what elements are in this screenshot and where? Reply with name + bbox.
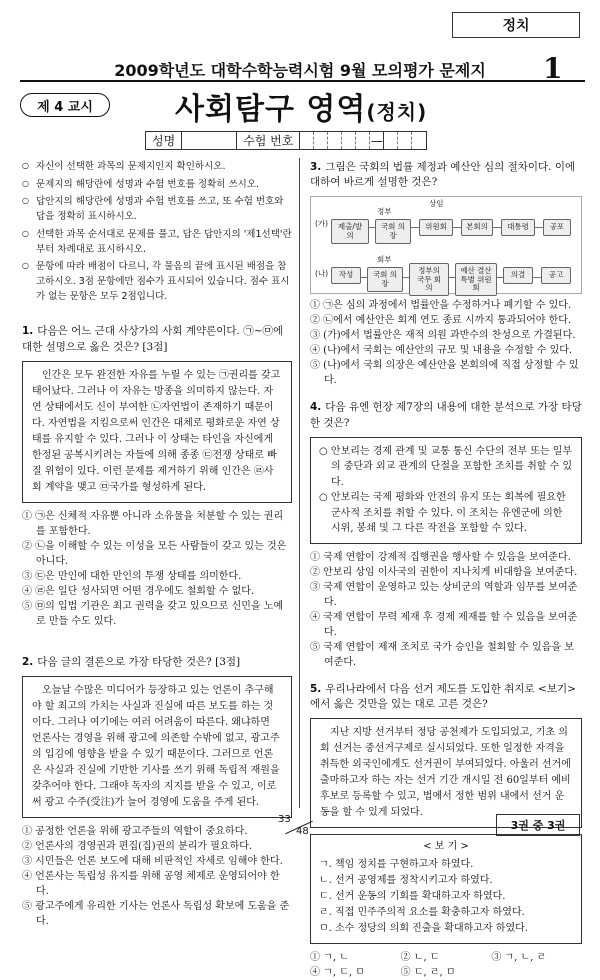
footer-page-indicator [274,814,324,844]
question-text: 다음 유엔 헌장 제7장의 내용에 대한 분석으로 가장 타당한 것은? [310,401,582,429]
question-passage: 오늘날 수많은 미디어가 등장하고 있는 언론이 추구해야 할 최고의 가치는 사실과 진실에 따른 보도를 하는 것이다. 그러나 여기에는 여러 어려움이 따른다. 왜냐하면 언론사는 경영을 위해 광고에 의존할 수밖에 없고, 광고주의 입김에 영향을 받을 수 있기 때문이다. 그러므로 언론은 사실과 진실에 기반한 기사를 쓰기 위해 독립적 재원을 갖추어야 한다. 그래야 독자의 지지를 받을 수 있고, 이로써 광고 수주(受注)가 늘어 경영에 도움을 주게 된다. [22,676,292,818]
answer-option[interactable]: ① 공정한 언론을 위해 광고주들의 역할이 중요하다. [22,826,248,838]
charter-excerpt [310,437,582,544]
question-text: 다음은 어느 근대 사상가의 사회 계약론이다. ㉠~㉤에 대한 설명으로 옳은 것은? [3점] [22,325,284,353]
question-stem [310,160,582,190]
instruction-item: ○ 문항에 따라 배점이 다르니, 각 물음의 끝에 표시된 배점을 참고하시오. 3점 문항에만 점수가 표시되어 있습니다. 점수 표시가 없는 문항은 모두 2점입니다. [22,260,292,304]
bogi-item: ㅁ. 소수 정당의 의회 진출을 확대하고자 하였다. [319,923,528,935]
answer-option[interactable]: ② 안보리 상임 이사국의 권한이 지나치게 비대함을 보여준다. [310,566,578,578]
question-number: 1. [22,325,34,338]
answer-option[interactable]: ④ ㉣은 일단 성사되면 어떤 경우에도 철회할 수 없다. [22,585,255,597]
diagram-label-ga: (가) [315,219,329,229]
exam-number-cell[interactable] [328,132,342,149]
diagram-node: 공포 [543,219,571,235]
footer-page-current: 33 [278,814,291,825]
exam-number-cell[interactable] [356,132,370,149]
exam-number-cell[interactable] [398,132,412,149]
candidate-id-row [145,131,427,150]
answer-option[interactable]: ④ 국제 연합이 무력 제재 후 경제 제재를 할 수 있음을 보여준다. [310,611,578,638]
answer-option[interactable]: ③ (가)에서 법률안은 재적 의원 과반수의 찬성으로 가결된다. [310,330,576,342]
instruction-item: ○ 자신이 선택한 과목의 문제지인지 확인하시오. [22,160,292,175]
diagram-label-jeongbu: 정부 [377,207,392,217]
answer-option[interactable]: ④ 언론사는 독립성 유지를 위해 공영 체제로 운영되어야 한다. [22,871,280,898]
question-stem [310,400,582,430]
answer-option[interactable]: ② ㉡에서 예산안은 회계 연도 종료 시까지 통과되어야 한다. [310,315,572,327]
left-column [22,160,292,929]
answer-options [22,824,292,929]
answer-option[interactable]: ① ㄱ, ㄴ [310,952,349,964]
exam-title [175,84,427,128]
bogi-item: ㄴ. 선거 공영제를 정착시키고자 하였다. [319,875,493,887]
diagram-node: 본회의 [461,219,493,235]
exam-number-cell[interactable] [384,132,398,149]
subject-tag: 정치 [452,12,580,38]
question-2 [22,655,292,929]
page-number: 1 [543,52,563,85]
question-stem [22,324,292,354]
question-number: 2. [22,655,34,668]
question-number: 3. [310,161,322,173]
legislative-process-diagram [310,196,582,294]
answer-option[interactable]: ③ ㉢은 만인에 대한 만인의 투쟁 상태를 의미한다. [22,570,242,582]
answer-option[interactable]: ⑤ ㉤의 입법 기관은 최고 권력을 갖고 있으므로 신민을 노예로 만들 수도 있다. [22,600,284,627]
right-column [310,160,582,980]
exam-number-cell[interactable] [412,132,426,149]
question-passage: 인간은 모두 완전한 자유를 누릴 수 있는 ㉠권리를 갖고 태어났다. 그러나 이 자유는 방종을 의미하지 않는다. 자연 상태에서도 신이 부여한 ㉡자연법이 존재하기 때문이다. 자연법을 지킴으로써 인간은 대체로 평화로운 자연 상태를 유지할 수 있다. 그러나 이 상태는 타인을 자신에게 한정된 공복시키려는 자들에 의해 종종 ㉢전쟁 상태로 빠질 위험이 있다. 이런 문제를 제거하기 위해 인간은 ㉣사회 계약을 맺고 ㉤국가를 형성하게 된다. [22,361,292,503]
exam-header: 2009학년도 대학수학능력시험 9월 모의평가 문제지 [114,61,486,80]
question-text: 우리나라에서 다음 선거 제도를 도입한 취지로 <보기>에서 옳은 것만을 있는 대로 고른 것은? [310,682,576,711]
answer-choices [310,950,582,980]
diagram-node: 국회 의장 [367,267,403,292]
header-rule [20,80,585,82]
question-text: 그림은 국회의 법률 제정과 예산안 심의 절차이다. 이에 대하여 바르게 설명한 것은? [310,161,576,189]
answer-option[interactable]: ② ㄴ, ㄷ [400,952,440,964]
answer-option[interactable]: ⑤ (나)에서 국회 의장은 예산안을 본회의에 직접 상정할 수 있다. [310,360,579,387]
answer-option[interactable]: ⑤ 광고주에게 유리한 기사는 언론사 독립성 확보에 도움을 준다. [22,901,290,928]
session-badge: 제 4 교시 [20,93,110,117]
name-label: 성명 [146,132,182,149]
charter-item: ○ 안보리는 국제 평화와 안전의 유지 또는 회복에 필요한 군사적 조치를 취할 수 있다. 이 조치는 유엔군에 의한 시위, 봉쇄 및 그 다른 작전을 포함할 수 있다. [319,492,566,535]
exam-number-label: 수험 번호 [237,132,300,149]
question-4 [310,400,582,669]
diagram-label-na: (나) [315,269,329,279]
diagram-label-hoebu: 회부 [377,255,392,265]
bogi-item: ㄹ. 직접 민주주의적 요소를 확충하고자 하였다. [319,907,525,919]
footer-volume: 3권 중 3권 [496,814,580,836]
diagram-node: 의결 [503,267,533,283]
bogi-item: ㄷ. 선거 운동의 기회를 확대하고자 하였다. [319,891,506,903]
bogi-item: ㄱ. 책임 정치를 구현하고자 하였다. [319,859,474,871]
answer-options [310,550,582,670]
diagram-node: 공고 [541,267,571,283]
answer-option[interactable]: ③ 시민들은 언론 보도에 대해 비판적인 자세로 임해야 한다. [22,856,283,868]
answer-option[interactable]: ② 언론사의 경영권과 편집(집)권의 분리가 필요하다. [22,841,253,853]
instruction-item: ○ 문제지의 해당란에 성명과 수험 번호를 정확히 쓰시오. [22,178,292,193]
title-sub: (정치) [366,100,428,124]
diagram-node: 제출/발의 [331,219,369,244]
answer-option[interactable]: ① ㉠은 심의 과정에서 법률안을 수정하거나 폐기할 수 있다. [310,300,572,312]
footer-page-total: 48 [296,826,309,837]
exam-number-cell[interactable] [300,132,314,149]
diagram-node: 위원회 [419,219,453,235]
column-divider [299,158,300,808]
charter-item: ○ 안보리는 경제 관계 및 교통 통신 수단의 전부 또는 일부의 중단과 외교 관계의 단절을 포함한 조치를 취할 수 있다. [319,445,573,488]
diagram-node: 작성 [331,267,361,283]
name-field[interactable] [182,132,237,149]
question-number: 4. [310,401,322,414]
answer-options [310,298,582,388]
answer-option[interactable]: ④ (나)에서 국회는 예산안의 규모 및 내용을 수정할 수 있다. [310,345,573,357]
question-1 [22,324,292,628]
title-main: 사회탐구 영역 [175,92,367,127]
diagram-node: 예산 결산 특별 위원회 [455,263,497,296]
exam-number-cell[interactable] [314,132,328,149]
question-text: 다음 글의 결론으로 가장 타당한 것은? [3점] [37,655,241,668]
bogi-title: < 보 기 > [423,841,469,853]
diagram-label-sangim: 상임 [429,199,444,209]
diagram-node: 대통령 [501,219,535,235]
question-number: 5. [310,682,322,695]
question-stem [22,655,292,670]
exam-number-cell[interactable] [342,132,356,149]
instructions-list [22,160,292,304]
answer-option[interactable]: ④ ㄱ, ㄷ, ㅁ [310,967,365,979]
diagram-node: 정부의 국무 회의 [409,263,449,296]
diagram-node: 국회 의장 [375,219,411,244]
answer-options [22,509,292,629]
exam-number-dash: — [370,133,383,148]
question-stem [310,682,582,712]
answer-option[interactable]: ③ 국제 연합이 운영하고 있는 상비군의 역할과 임무를 보여준다. [310,581,578,608]
instruction-item: ○ 선택한 과목 순서대로 문제를 풀고, 답은 답안지의 '제1선택'란부터 차례대로 표시하시오. [22,228,292,257]
answer-option[interactable]: ③ ㄱ, ㄴ, ㄹ [491,952,547,964]
question-3 [310,160,582,388]
question-passage: 지난 지방 선거부터 정당 공천제가 도입되었고, 기초 의회 선거는 중선거구제로 실시되었다. 또한 일정한 자격을 취득한 외국인에게도 선거권이 부여되었다. 아울러 선거에 출마하고자 하는 자는 선거 기간 개시일 전 60일부터 예비 후보로 등록할 수 있고, 법에서 정한 범위 내에서 선거 운동을 할 수 있게 되었다. [310,718,582,828]
answer-option[interactable]: ⑤ ㄷ, ㄹ, ㅁ [400,967,456,979]
instruction-item: ○ 답안지의 해당란에 성명과 수험 번호를 쓰고, 또 수험 번호와 답을 정확히 표시하시오. [22,195,292,224]
answer-option[interactable]: ① 국제 연합이 강제적 집행권을 행사할 수 있음을 보여준다. [310,551,571,563]
answer-option[interactable]: ② ㉡을 이해할 수 있는 이성을 모든 사람들이 갖고 있는 것은 아니다. [22,540,287,567]
bogi-box [310,834,582,944]
answer-option[interactable]: ⑤ 국제 연합이 제재 조치로 국가 승인을 철회할 수 있음을 보여준다. [310,641,574,668]
answer-option[interactable]: ① ㉠은 신체적 자유뿐 아니라 소유물을 처분할 수 있는 권리를 포함한다. [22,510,284,537]
